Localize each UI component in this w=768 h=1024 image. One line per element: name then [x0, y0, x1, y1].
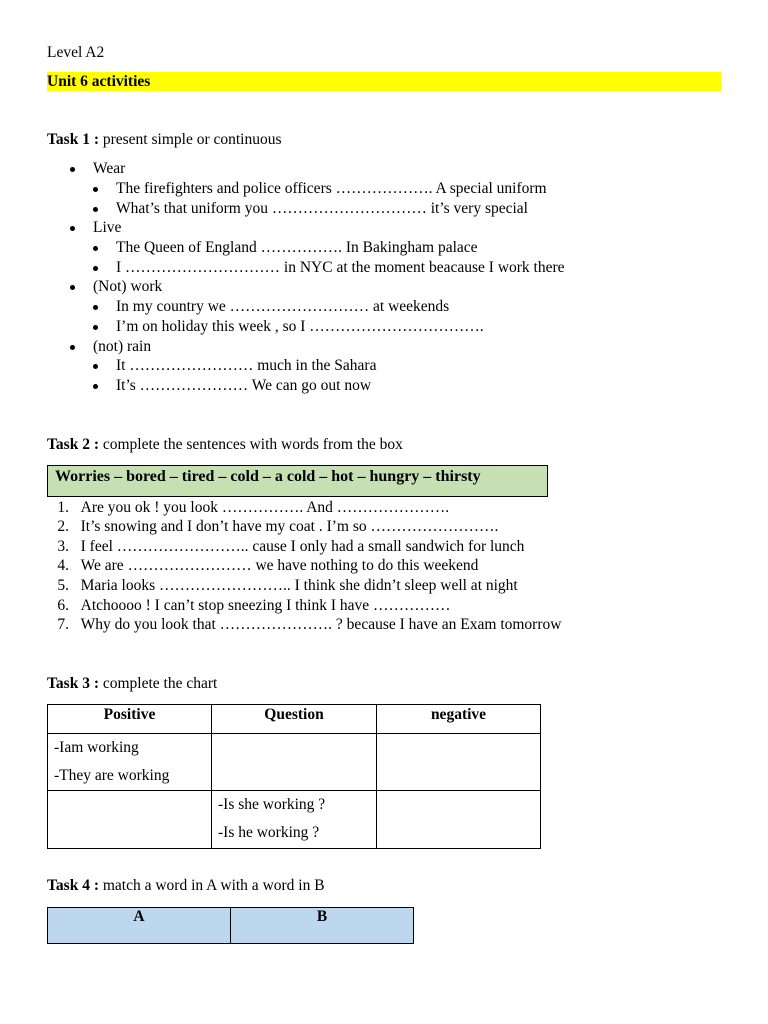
task1-verb: (Not) work — [93, 278, 163, 295]
header-question: Question — [212, 705, 377, 734]
bullet-icon — [93, 305, 98, 310]
table-row — [48, 734, 541, 791]
cell-negative[interactable] — [377, 734, 541, 791]
table-row — [48, 791, 541, 849]
bullet-icon — [93, 246, 98, 251]
task1-verb: (not) rain — [93, 338, 152, 355]
bullet-icon — [93, 384, 98, 389]
cell-positive[interactable] — [48, 791, 212, 849]
table-header-row — [48, 705, 541, 734]
bullet-icon — [70, 345, 75, 350]
list-item: 4. We are …………………… we have nothing to do this weekend — [57, 557, 479, 574]
task2-instruction: complete the sentences with words from the box — [98, 436, 403, 453]
header-negative: negative — [377, 705, 541, 734]
task3-heading — [47, 675, 217, 693]
task1-verb: Wear — [93, 160, 126, 177]
table-header-row — [48, 908, 414, 944]
header-b: B — [231, 908, 414, 944]
list-item: 2. It’s snowing and I don’t have my coat . I’m so ……………………. — [57, 518, 499, 535]
task1-heading — [47, 131, 282, 149]
list-item: 6. Atchoooo ! I can’t stop sneezing I think I have …………… — [57, 597, 451, 614]
level-label: Level A2 — [47, 44, 105, 61]
task2-label: Task 2 : — [47, 436, 99, 453]
task3-label: Task 3 : — [47, 675, 99, 692]
bullet-icon — [93, 187, 98, 192]
task1-instruction: present simple or continuous — [98, 131, 282, 148]
list-item: 3. I feel …………………….. cause I only had a small sandwich for lunch — [57, 538, 525, 555]
bullet-icon — [70, 167, 75, 172]
list-item: 7. Why do you look that …………………. ? because I have an Exam tomorrow — [57, 616, 562, 633]
cell-question[interactable] — [212, 734, 377, 791]
header-a: A — [48, 908, 231, 944]
task1-sentence: I’m on holiday this week , so I ……………………………. — [116, 318, 484, 335]
bullet-icon — [70, 226, 75, 231]
cell-positive[interactable]: -Iam working -They are working — [48, 734, 212, 791]
list-item: 1. Are you ok ! you look ……………. And …………………. — [57, 499, 450, 516]
bullet-icon — [93, 266, 98, 271]
unit-title: Unit 6 activities — [47, 73, 151, 90]
bullet-icon — [93, 207, 98, 212]
bullet-icon — [93, 364, 98, 369]
task3-instruction: complete the chart — [98, 675, 218, 692]
task1-sentence: What’s that uniform you ………………………… it’s very special — [116, 200, 528, 217]
header-positive: Positive — [48, 705, 212, 734]
task1-label: Task 1 : — [47, 131, 99, 148]
task1-sentence: It …………………… much in the Sahara — [116, 357, 377, 374]
task1-sentence: In my country we ……………………… at weekends — [116, 298, 450, 315]
task4-label: Task 4 : — [47, 877, 99, 894]
task1-sentence: It’s ………………… We can go out now — [116, 377, 372, 394]
task1-sentence: The Queen of England ……………. In Bakingham palace — [116, 239, 478, 256]
task1-verb: Live — [93, 219, 122, 236]
task4-instruction: match a word in A with a word in B — [98, 877, 325, 894]
list-item: 5. Maria looks …………………….. I think she didn’t sleep well at night — [57, 577, 518, 594]
bullet-icon — [93, 325, 98, 330]
task1-sentence: The firefighters and police officers ………………. A special uniform — [116, 180, 547, 197]
bullet-icon — [70, 285, 75, 290]
cell-question[interactable]: -Is she working ? -Is he working ? — [212, 791, 377, 849]
task4-heading — [47, 877, 325, 895]
tense-chart — [47, 704, 541, 849]
word-box: Worries – bored – tired – cold – a cold – hot – hungry – thirsty — [47, 465, 548, 497]
task1-sentence: I ………………………… in NYC at the moment beacause I work there — [116, 259, 565, 276]
cell-negative[interactable] — [377, 791, 541, 849]
task2-heading — [47, 436, 403, 454]
match-table — [47, 907, 414, 944]
